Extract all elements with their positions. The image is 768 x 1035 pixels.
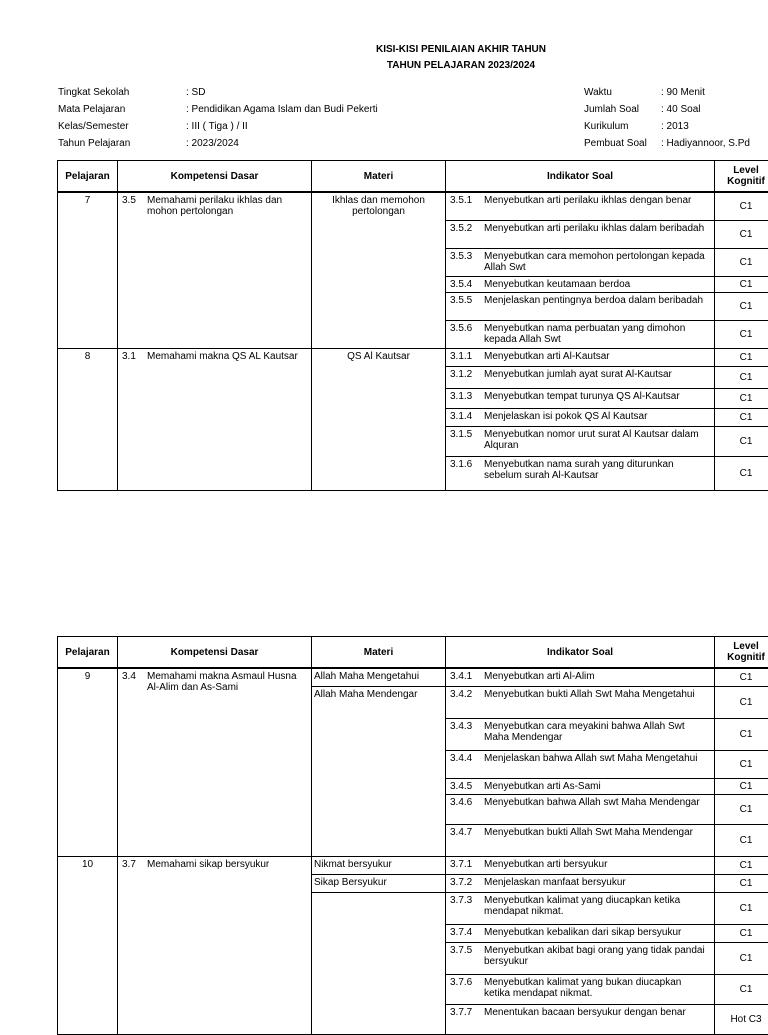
meta-value: : 2013 bbox=[661, 121, 689, 132]
indikator-number: 3.5.4 bbox=[450, 279, 484, 290]
level-cell: C1 bbox=[715, 408, 768, 426]
header-indikator-soal: Indikator Soal bbox=[446, 637, 715, 669]
kd-cell bbox=[118, 668, 312, 856]
indikator-number: 3.5.5 bbox=[450, 295, 484, 306]
level-cell: C1 bbox=[715, 276, 768, 292]
header-kompetensi-dasar: Kompetensi Dasar bbox=[118, 637, 312, 669]
indikator-number: 3.5.2 bbox=[450, 223, 484, 234]
indikator-cell bbox=[446, 974, 715, 1004]
indikator-number: 3.4.7 bbox=[450, 827, 484, 838]
kd-text: Memahami sikap bersyukur bbox=[147, 859, 269, 870]
indikator-cell bbox=[446, 824, 715, 856]
meta-label: Mata Pelajaran bbox=[58, 104, 125, 115]
level-cell: C1 bbox=[715, 924, 768, 942]
kd-number: 3.1 bbox=[122, 351, 147, 362]
level-cell: C1 bbox=[715, 794, 768, 824]
level-cell: Hot C3 bbox=[715, 1004, 768, 1034]
indikator-text: Menyebutkan akibat bagi orang yang tidak pandai bersyukur bbox=[484, 945, 710, 967]
document-subtitle: TAHUN PELAJARAN 2023/2024 bbox=[0, 60, 768, 71]
kd-number: 3.7 bbox=[122, 859, 147, 870]
materi-cell: Sikap Bersyukur bbox=[312, 874, 446, 892]
indikator-number: 3.7.4 bbox=[450, 927, 484, 938]
indikator-cell bbox=[446, 276, 715, 292]
indikator-text: Menyebutkan nama surah yang diturunkan sebelum surah Al-Kautsar bbox=[484, 459, 710, 481]
indikator-number: 3.7.1 bbox=[450, 859, 484, 870]
indikator-number: 3.1.6 bbox=[450, 459, 484, 481]
kognitif-label: Kognitif bbox=[717, 652, 768, 663]
indikator-cell bbox=[446, 408, 715, 426]
indikator-cell bbox=[446, 686, 715, 718]
indikator-text: Menjelaskan bahwa Allah swt Maha Mengetahui bbox=[484, 753, 697, 764]
kd-cell bbox=[118, 856, 312, 1034]
indikator-cell bbox=[446, 320, 715, 348]
indikator-number: 3.5.6 bbox=[450, 323, 484, 345]
materi-cell: Allah Maha Mengetahui bbox=[312, 668, 446, 686]
level-cell: C1 bbox=[715, 348, 768, 366]
materi-cell: Nikmat bersyukur bbox=[312, 856, 446, 874]
indikator-number: 3.1.3 bbox=[450, 391, 484, 402]
indikator-number: 3.4.3 bbox=[450, 721, 484, 743]
level-cell: C1 bbox=[715, 856, 768, 874]
meta-value: : 90 Menit bbox=[661, 87, 705, 98]
indikator-text: Menyebutkan cara meyakini bahwa Allah Swt Maha Mendengar bbox=[484, 721, 710, 743]
level-cell: C1 bbox=[715, 248, 768, 276]
header-level-kognitif bbox=[715, 161, 768, 193]
table-row bbox=[58, 856, 768, 874]
indikator-cell bbox=[446, 874, 715, 892]
indikator-text: Menyebutkan arti As-Sami bbox=[484, 781, 601, 792]
kd-text: Memahami makna Asmaul Husna Al-Alim dan As-Sami bbox=[147, 671, 307, 693]
level-cell: C1 bbox=[715, 824, 768, 856]
meta-label: Pembuat Soal bbox=[584, 138, 647, 149]
kd-text: Memahami makna QS AL Kautsar bbox=[147, 351, 298, 362]
indikator-cell bbox=[446, 388, 715, 408]
indikator-number: 3.4.6 bbox=[450, 797, 484, 808]
level-label: Level bbox=[717, 641, 768, 652]
table-row bbox=[58, 348, 768, 366]
level-cell: C1 bbox=[715, 686, 768, 718]
indikator-text: Menyebutkan arti perilaku ikhlas dengan benar bbox=[484, 195, 691, 206]
indikator-number: 3.1.2 bbox=[450, 369, 484, 380]
indikator-cell bbox=[446, 856, 715, 874]
indikator-cell bbox=[446, 924, 715, 942]
kd-number: 3.4 bbox=[122, 671, 147, 693]
indikator-cell bbox=[446, 942, 715, 974]
indikator-number: 3.7.3 bbox=[450, 895, 484, 917]
kisi-table-1 bbox=[57, 160, 768, 491]
indikator-number: 3.4.5 bbox=[450, 781, 484, 792]
indikator-text: Menentukan bacaan bersyukur dengan benar bbox=[484, 1007, 686, 1018]
level-cell: C1 bbox=[715, 388, 768, 408]
indikator-text: Menyebutkan arti bersyukur bbox=[484, 859, 607, 870]
level-cell: C1 bbox=[715, 750, 768, 778]
indikator-text: Menyebutkan arti perilaku ikhlas dalam beribadah bbox=[484, 223, 704, 234]
indikator-text: Menyebutkan nomor urut surat Al Kautsar dalam Alquran bbox=[484, 429, 710, 451]
indikator-text: Menyebutkan bukti Allah Swt Maha Mendengar bbox=[484, 827, 693, 838]
kd-cell bbox=[118, 192, 312, 348]
indikator-text: Menyebutkan kalimat yang bukan diucapkan ketika mendapat nikmat. bbox=[484, 977, 710, 999]
meta-value: : SD bbox=[186, 87, 205, 98]
pelajaran-cell: 9 bbox=[58, 668, 118, 856]
level-cell: C1 bbox=[715, 292, 768, 320]
meta-label: Tahun Pelajaran bbox=[58, 138, 130, 149]
kd-number: 3.5 bbox=[122, 195, 147, 217]
kd-cell bbox=[118, 348, 312, 490]
indikator-cell bbox=[446, 778, 715, 794]
indikator-text: Menjelaskan manfaat bersyukur bbox=[484, 877, 626, 888]
indikator-cell bbox=[446, 248, 715, 276]
indikator-cell bbox=[446, 366, 715, 388]
indikator-number: 3.4.1 bbox=[450, 671, 484, 682]
materi-cell: QS Al Kautsar bbox=[312, 348, 446, 490]
indikator-cell bbox=[446, 1004, 715, 1034]
table-row bbox=[58, 192, 768, 220]
meta-value: : 40 Soal bbox=[661, 104, 700, 115]
meta-value: : III ( Tiga ) / II bbox=[186, 121, 248, 132]
indikator-cell bbox=[446, 718, 715, 750]
table-header-row bbox=[58, 161, 768, 193]
meta-value: : 2023/2024 bbox=[186, 138, 239, 149]
indikator-text: Menyebutkan jumlah ayat surat Al-Kautsar bbox=[484, 369, 672, 380]
meta-value: : Hadiyannoor, S.Pd bbox=[661, 138, 750, 149]
header-indikator-soal: Indikator Soal bbox=[446, 161, 715, 193]
header-materi: Materi bbox=[312, 161, 446, 193]
level-cell: C1 bbox=[715, 974, 768, 1004]
level-cell: C1 bbox=[715, 220, 768, 248]
indikator-number: 3.4.2 bbox=[450, 689, 484, 700]
level-cell: C1 bbox=[715, 718, 768, 750]
indikator-text: Menyebutkan bukti Allah Swt Maha Mengetahui bbox=[484, 689, 695, 700]
meta-label: Jumlah Soal bbox=[584, 104, 639, 115]
kd-text: Memahami perilaku ikhlas dan mohon pertolongan bbox=[147, 195, 307, 217]
indikator-text: Menyebutkan kebalikan dari sikap bersyukur bbox=[484, 927, 681, 938]
header-pelajaran: Pelajaran bbox=[58, 161, 118, 193]
indikator-cell bbox=[446, 892, 715, 924]
document-title: KISI-KISI PENILAIAN AKHIR TAHUN bbox=[0, 44, 768, 55]
indikator-number: 3.1.5 bbox=[450, 429, 484, 451]
indikator-number: 3.7.6 bbox=[450, 977, 484, 999]
indikator-number: 3.7.7 bbox=[450, 1007, 484, 1018]
indikator-cell bbox=[446, 794, 715, 824]
table-row bbox=[58, 668, 768, 686]
indikator-text: Menyebutkan nama perbuatan yang dimohon kepada Allah Swt bbox=[484, 323, 710, 345]
meta-label: Tingkat Sekolah bbox=[58, 87, 129, 98]
level-cell: C1 bbox=[715, 778, 768, 794]
indikator-number: 3.7.2 bbox=[450, 877, 484, 888]
level-label: Level bbox=[717, 165, 768, 176]
indikator-cell bbox=[446, 426, 715, 456]
meta-value: : Pendidikan Agama Islam dan Budi Pekerti bbox=[186, 104, 378, 115]
table-header-row bbox=[58, 637, 768, 669]
level-cell: C1 bbox=[715, 192, 768, 220]
indikator-cell bbox=[446, 292, 715, 320]
indikator-cell bbox=[446, 456, 715, 490]
indikator-text: Menyebutkan arti Al-Kautsar bbox=[484, 351, 610, 362]
meta-label: Kurikulum bbox=[584, 121, 628, 132]
indikator-number: 3.1.1 bbox=[450, 351, 484, 362]
indikator-number: 3.5.1 bbox=[450, 195, 484, 206]
indikator-cell bbox=[446, 750, 715, 778]
pelajaran-cell: 8 bbox=[58, 348, 118, 490]
kisi-table-2 bbox=[57, 636, 768, 1035]
meta-label: Kelas/Semester bbox=[58, 121, 129, 132]
level-cell: C1 bbox=[715, 668, 768, 686]
indikator-cell bbox=[446, 668, 715, 686]
indikator-text: Menyebutkan arti Al-Alim bbox=[484, 671, 595, 682]
indikator-cell bbox=[446, 348, 715, 366]
level-cell: C1 bbox=[715, 320, 768, 348]
level-cell: C1 bbox=[715, 874, 768, 892]
header-materi: Materi bbox=[312, 637, 446, 669]
meta-label: Waktu bbox=[584, 87, 612, 98]
indikator-number: 3.4.4 bbox=[450, 753, 484, 764]
header-kompetensi-dasar: Kompetensi Dasar bbox=[118, 161, 312, 193]
kognitif-label: Kognitif bbox=[717, 176, 768, 187]
indikator-text: Menyebutkan kalimat yang diucapkan ketika mendapat nikmat. bbox=[484, 895, 710, 917]
level-cell: C1 bbox=[715, 892, 768, 924]
materi-cell: Allah Maha Mendengar bbox=[312, 686, 446, 856]
level-cell: C1 bbox=[715, 366, 768, 388]
header-level-kognitif bbox=[715, 637, 768, 669]
header-pelajaran: Pelajaran bbox=[58, 637, 118, 669]
indikator-text: Menyebutkan cara memohon pertolongan kepada Allah Swt bbox=[484, 251, 710, 273]
indikator-text: Menyebutkan keutamaan berdoa bbox=[484, 279, 630, 290]
level-cell: C1 bbox=[715, 456, 768, 490]
indikator-cell bbox=[446, 220, 715, 248]
level-cell: C1 bbox=[715, 942, 768, 974]
materi-cell-empty bbox=[312, 892, 446, 1034]
pelajaran-cell: 7 bbox=[58, 192, 118, 348]
indikator-cell bbox=[446, 192, 715, 220]
materi-cell: Ikhlas dan memohon pertolongan bbox=[312, 192, 446, 348]
level-cell: C1 bbox=[715, 426, 768, 456]
indikator-text: Menjelaskan pentingnya berdoa dalam beribadah bbox=[484, 295, 703, 306]
indikator-number: 3.5.3 bbox=[450, 251, 484, 273]
pelajaran-cell: 10 bbox=[58, 856, 118, 1034]
indikator-text: Menjelaskan isi pokok QS Al Kautsar bbox=[484, 411, 647, 422]
indikator-number: 3.1.4 bbox=[450, 411, 484, 422]
indikator-number: 3.7.5 bbox=[450, 945, 484, 967]
indikator-text: Menyebutkan bahwa Allah swt Maha Mendengar bbox=[484, 797, 700, 808]
indikator-text: Menyebutkan tempat turunya QS Al-Kautsar bbox=[484, 391, 680, 402]
